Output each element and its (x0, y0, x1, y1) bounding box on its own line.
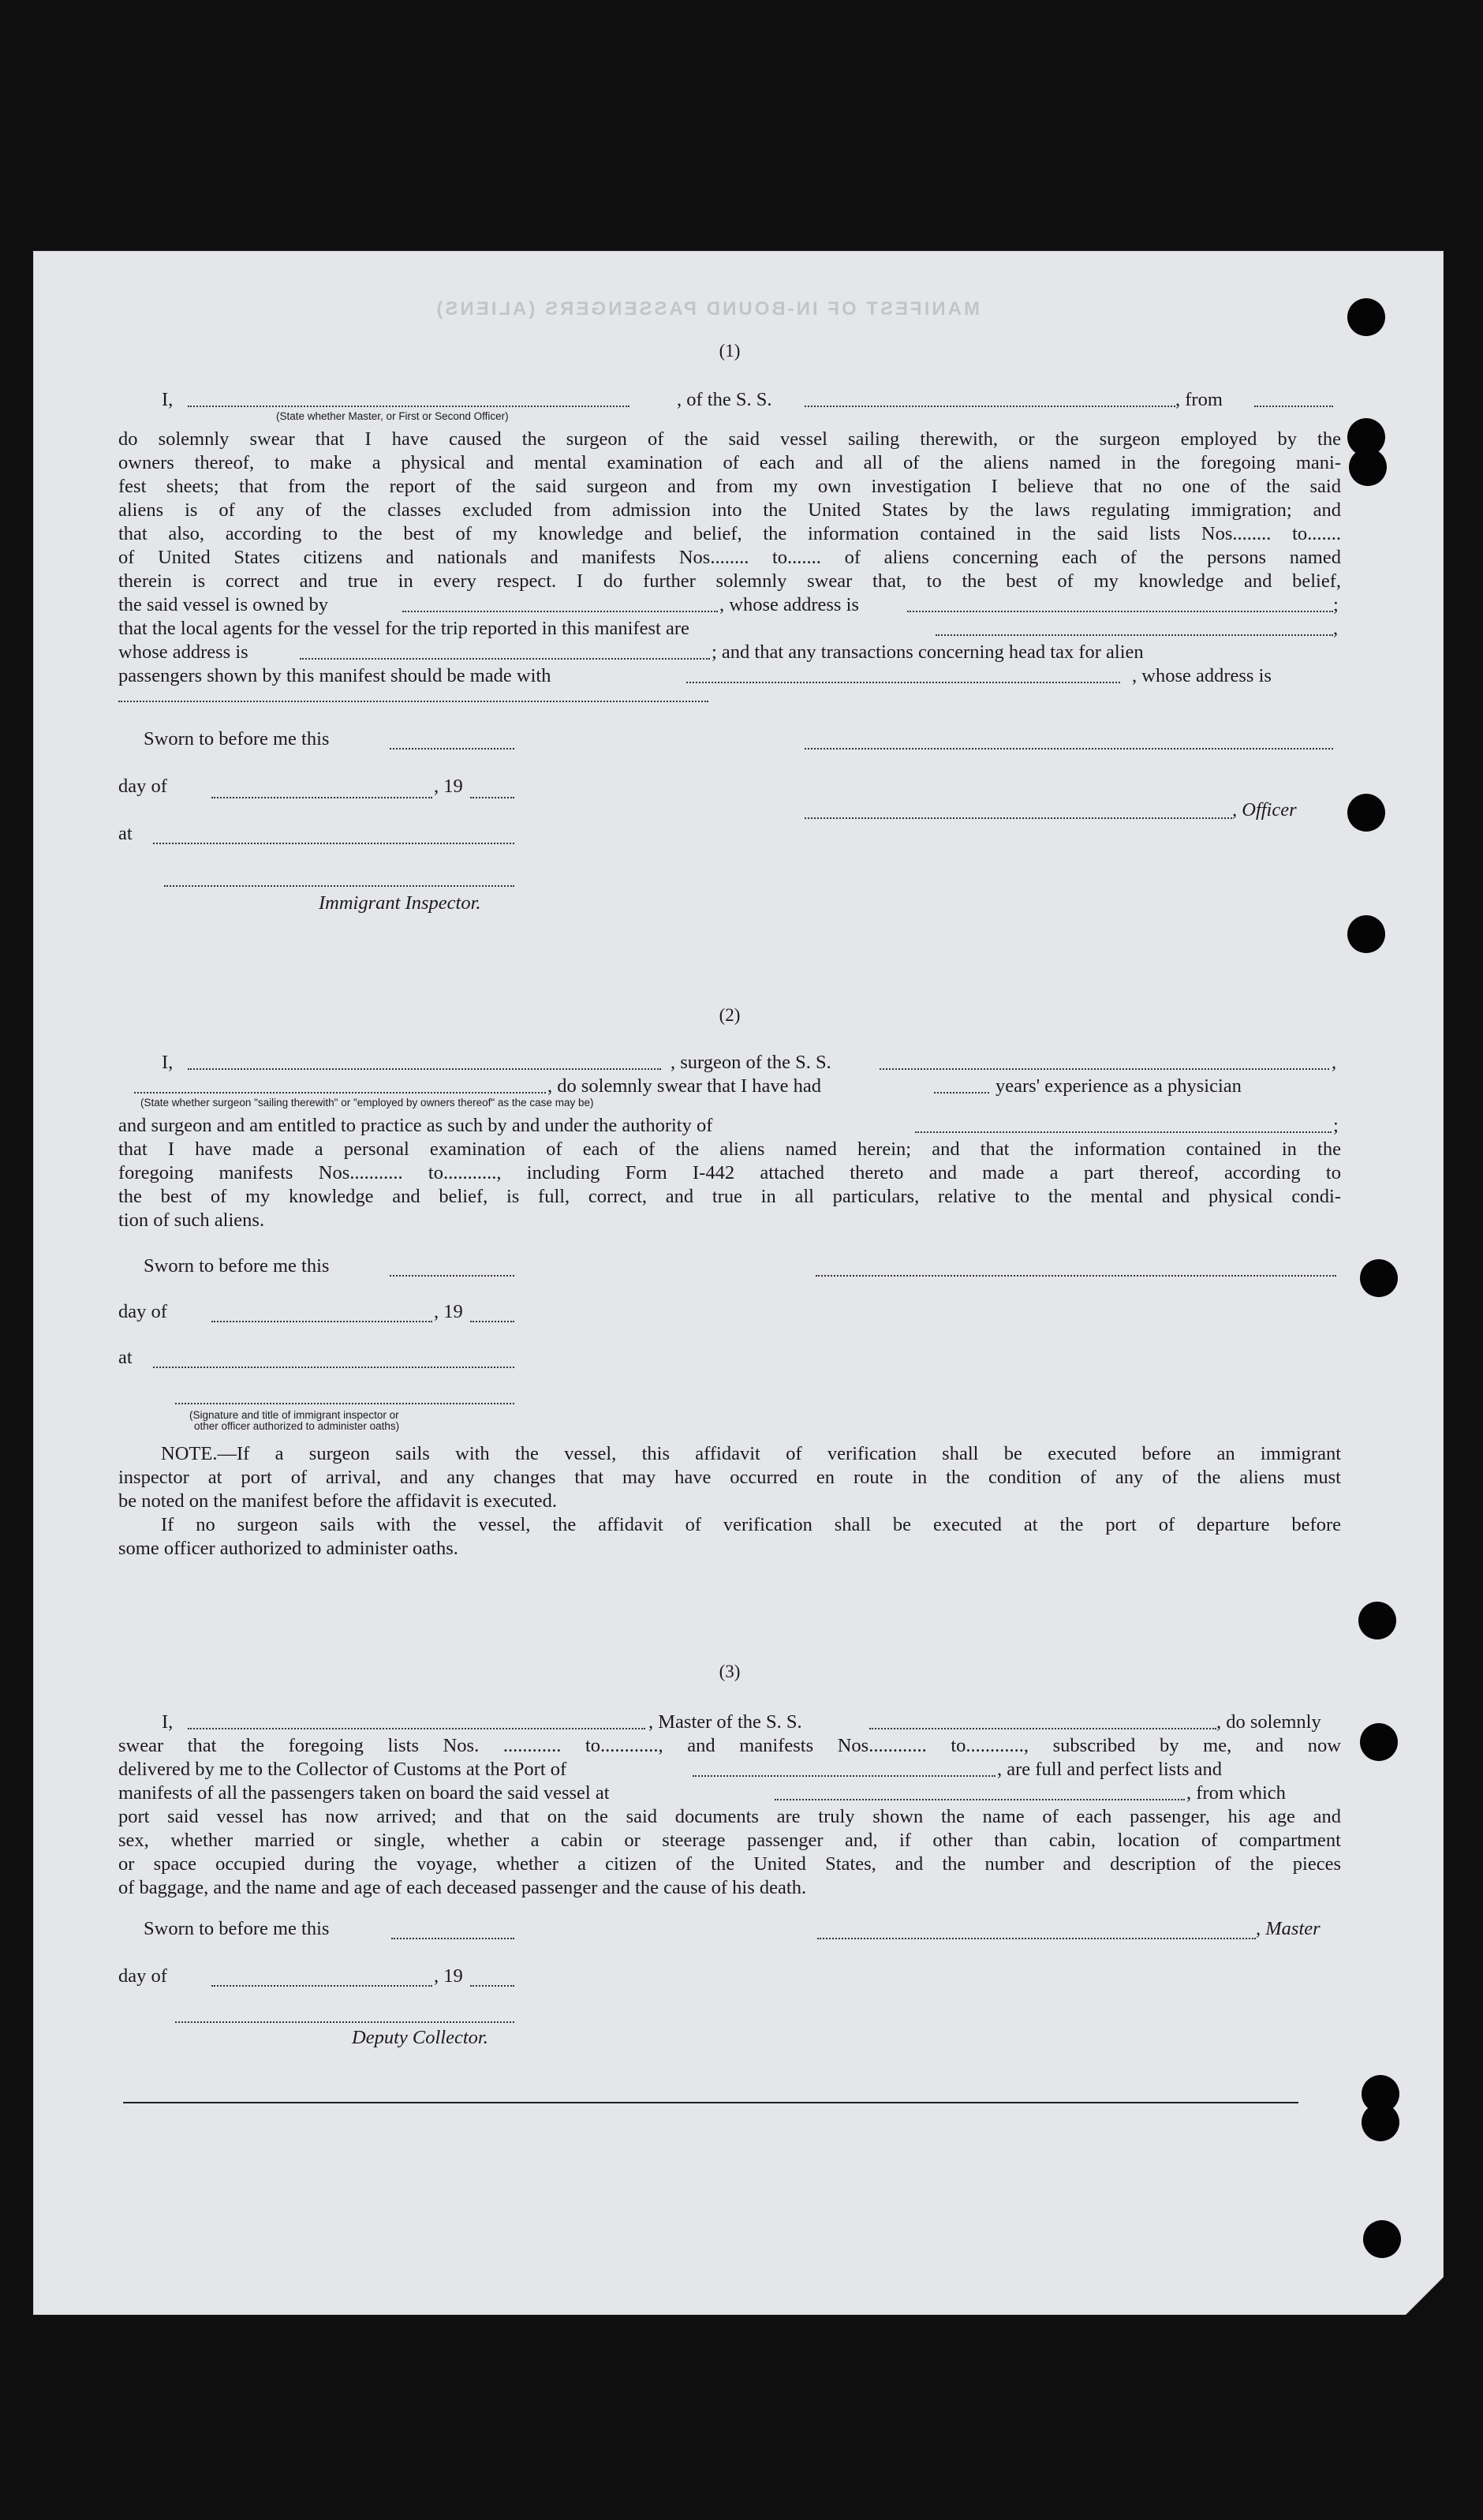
form-text: the said vessel is owned by (118, 594, 329, 615)
form-text: foregoing manifests Nos........... to..........., including Form I-442 attached thereto and made a part thereof, according to (118, 1162, 1341, 1183)
punch-hole (1358, 1602, 1396, 1639)
manifests-line (118, 1782, 1341, 1805)
form-text: Immigrant Inspector. (319, 892, 481, 914)
punch-hole (1362, 2103, 1399, 2141)
punch-hole (1360, 1723, 1398, 1761)
owner-address-blank[interactable] (907, 593, 1333, 612)
whose-address-line (118, 641, 1341, 664)
form-text: therein is correct and true in every respect. I do further solemnly swear that, to the best of my knowledge and belief, (118, 570, 1341, 592)
agents-blank[interactable] (936, 617, 1333, 636)
officer-name-blank[interactable] (188, 388, 629, 407)
agents-line: that the local agents for the vessel for the trip reported in this manifest are , (118, 618, 1339, 639)
bottom-rule (123, 2102, 1298, 2103)
surgeon-signature-line[interactable] (816, 1273, 1336, 1277)
form-text: Sworn to before me this (144, 1255, 330, 1277)
inspector-signature-line[interactable] (175, 1401, 514, 1404)
form-text: , whose address is (1132, 665, 1272, 686)
form-text: Sworn to before me this (144, 1918, 330, 1939)
form-text: passengers shown by this manifest should be made with (118, 665, 551, 686)
affidavit-master-section (118, 339, 1341, 939)
form-text: , Master of the S. S. (648, 1711, 802, 1733)
form-text: fest sheets; that from the report of the said surgeon and from my own investigation I believe that no one of the said (118, 476, 1341, 497)
day-month-blank[interactable] (211, 1319, 432, 1322)
authority-blank[interactable] (915, 1114, 1332, 1133)
form-text: or space occupied during the voyage, whether a citizen of the United States, and the number and description of the pieces (118, 1853, 1341, 1875)
form-text: , do solemnly (1216, 1711, 1321, 1733)
form-text: day of (118, 1965, 167, 1987)
customs-port-blank[interactable] (693, 1758, 996, 1777)
form-text: whose address is (118, 641, 248, 663)
affidavit-surgeon-section (118, 1004, 1341, 1580)
form-text: and surgeon and am entitled to practice as such by and under the authority of (118, 1115, 713, 1136)
form-text: I, (162, 389, 174, 410)
sworn-date-blank[interactable] (391, 1936, 514, 1939)
form-text: be noted on the manifest before the affidavit is executed. (118, 1490, 558, 1512)
form-text: some officer authorized to administer oaths. (118, 1538, 458, 1559)
owner-line: the said vessel is owned by , whose address is ; (118, 594, 1339, 615)
punch-hole (1347, 794, 1385, 832)
owner-blank[interactable] (402, 593, 718, 612)
collector-signature-line[interactable] (175, 2020, 514, 2023)
form-text: , whose address is (719, 594, 859, 615)
delivered-line (118, 1758, 1341, 1782)
form-text: , 19 (434, 776, 463, 797)
head-tax-line (118, 664, 1341, 688)
form-text: aliens is of any of the classes excluded from admission into the United States by the laws regulating immigration; and (118, 499, 1341, 521)
form-text: If no surgeon sails with the vessel, the affidavit of verification shall be executed at the port of departure before (161, 1514, 1341, 1535)
officer-signature-line[interactable] (805, 816, 1232, 819)
day-month-blank[interactable] (211, 1983, 432, 1987)
agents-address-blank[interactable] (300, 641, 710, 660)
affidavit-master-delivery-section (118, 1660, 1341, 2102)
form-text: that the local agents for the vessel for the trip reported in this manifest are (118, 618, 689, 639)
punch-hole (1347, 915, 1385, 953)
year-blank[interactable] (470, 1983, 514, 1987)
master-name-blank[interactable] (188, 1711, 645, 1729)
form-text: ; and that any transactions concerning head tax for alien (712, 641, 1144, 663)
day-month-blank[interactable] (211, 795, 432, 798)
section-number: (3) (719, 1662, 741, 1681)
master-signature-line[interactable] (817, 1936, 1256, 1939)
bleed-through-text: MANIFEST OF IN-BOUND PASSENGERS (ALIENS) (434, 298, 980, 320)
place-blank[interactable] (153, 1365, 514, 1368)
form-text: , surgeon of the S. S. (671, 1052, 831, 1073)
year-blank[interactable] (470, 795, 514, 798)
officer-blank-top[interactable] (805, 746, 1333, 750)
address-blank-line[interactable] (118, 699, 708, 702)
section-number: (2) (719, 1005, 741, 1025)
section-number: (1) (719, 341, 741, 361)
form-text: that also, according to the best of my knowledge and belief, the information contained in the said lists Nos........ to....... (118, 523, 1341, 544)
sworn-date-blank[interactable] (390, 1273, 514, 1277)
form-text: Sworn to before me this (144, 728, 330, 750)
punch-hole (1349, 448, 1387, 486)
form-text: port said vessel has now arrived; and that on the said documents are truly shown the name of each passenger, his age and (118, 1806, 1341, 1827)
form-text: , Master (1256, 1918, 1321, 1939)
sworn-date-blank[interactable] (390, 746, 514, 750)
form-text: swear that the foregoing lists Nos. ............ to............, and manifests Nos............ to............, subscribed by me, and now (118, 1735, 1341, 1756)
surgeon-first-line: I, , surgeon of the S. S. , (162, 1052, 1337, 1073)
form-text: owners thereof, to make a physical and mental examination of each and all of the aliens named in the foregoing mani- (118, 452, 1341, 473)
years-blank[interactable] (934, 1075, 989, 1094)
form-text: do solemnly swear that I have caused the surgeon of the said vessel sailing therewith, or the surgeon employed by the (118, 428, 1341, 450)
form-text: , 19 (434, 1301, 463, 1322)
form-text: , 19 (434, 1965, 463, 1987)
form-text: years' experience as a physician (996, 1075, 1242, 1097)
form-text: , Officer (1232, 799, 1297, 821)
punch-hole (1347, 298, 1385, 336)
form-text: , are full and perfect lists and (997, 1759, 1223, 1780)
surgeon-experience-line (118, 1075, 1341, 1098)
form-text: day of (118, 776, 167, 797)
authority-line: and surgeon and am entitled to practice as such by and under the authority of ; (118, 1115, 1339, 1136)
form-text: at (118, 1347, 133, 1368)
form-text: I, (162, 1711, 174, 1733)
form-text: at (118, 823, 133, 844)
punch-hole (1363, 2220, 1401, 2258)
surgeon-status-blank[interactable] (134, 1075, 546, 1094)
surgeon-name-blank[interactable] (188, 1051, 661, 1070)
form-text: tion of such aliens. (118, 1210, 265, 1231)
form-text: , from (1175, 389, 1223, 410)
punch-hole (1360, 1259, 1398, 1297)
head-tax-agent-blank[interactable] (686, 664, 1120, 683)
form-text: sex, whether married or single, whether a cabin or steerage passenger and, if other than cabin, location of compartment (118, 1830, 1341, 1851)
place-blank[interactable] (153, 841, 514, 844)
form-text: day of (118, 1301, 167, 1322)
state-surgeon-note: (State whether surgeon "sailing therewith" or "employed by owners thereof" as the case may be) (140, 1097, 594, 1109)
form-text: delivered by me to the Collector of Customs at the Port of (118, 1759, 567, 1780)
form-text: that I have made a personal examination of each of the aliens named herein; and that the information contained in the (118, 1138, 1341, 1160)
form-text: manifests of all the passengers taken on board the said vessel at (118, 1782, 610, 1804)
departure-port-blank[interactable] (1254, 388, 1333, 407)
inspector-signature-line[interactable] (164, 884, 514, 887)
note-paragraph: NOTE.—If a surgeon sails with the vessel, this affidavit of verification shall be executed before an immigrant (161, 1443, 1341, 1464)
state-master-note: (State whether Master, or First or Second Officer) (276, 410, 509, 422)
vessel-name-blank[interactable] (805, 388, 1175, 407)
oath-first-line (118, 388, 1341, 412)
form-text: of United States citizens and nationals and manifests Nos........ to....... of aliens concerning each of the persons named (118, 547, 1341, 568)
form-text: , do solemnly swear that I have had (547, 1075, 821, 1097)
form-text: (Signature and title of immigrant inspector or (189, 1409, 399, 1421)
form-text: , from which (1186, 1782, 1286, 1804)
page-corner-fold (1406, 2277, 1444, 2315)
form-text: the best of my knowledge and belief, is full, correct, and true in all particulars, relative to the mental and physical condi- (118, 1186, 1341, 1207)
form-text: other officer authorized to administer oaths) (194, 1420, 400, 1432)
form-text: of baggage, and the name and age of each deceased passenger and the cause of his death. (118, 1877, 807, 1898)
form-text: Deputy Collector. (352, 2027, 488, 2048)
form-text: inspector at port of arrival, and any changes that may have occurred en route in the condition of any of the aliens must (118, 1467, 1341, 1488)
form-text: , of the S. S. (677, 389, 772, 410)
form-text: I, (162, 1052, 174, 1073)
master-vessel-blank[interactable] (869, 1711, 1216, 1729)
year-blank[interactable] (470, 1319, 514, 1322)
master-first-line (118, 1711, 1341, 1734)
surgeon-vessel-blank[interactable] (880, 1051, 1329, 1070)
embarkation-port-blank[interactable] (775, 1782, 1185, 1800)
